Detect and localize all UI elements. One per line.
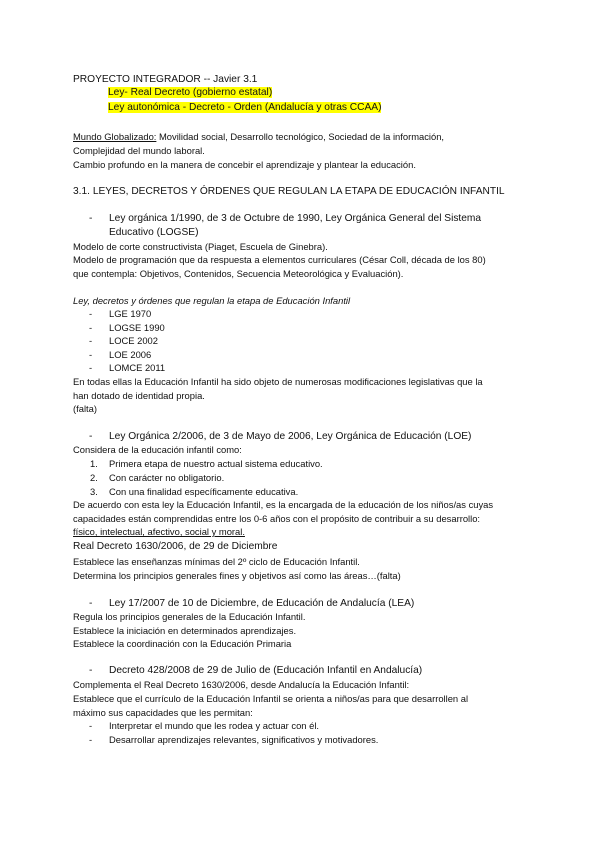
laws-missing-note: (falta) (73, 403, 97, 414)
highlight-line-2 (108, 101, 381, 114)
logse-desc-3: que contempla: Objetivos, Contenidos, Secuencia Meteorológica y Evaluación). (73, 268, 404, 279)
law-item: LOGSE 1990 (109, 322, 165, 333)
loe-paragraph-1: De acuerdo con esta ley la Educación Infantil, es la encargada de la educación de los niños/as cuyas (73, 499, 494, 510)
law-item: LOCE 2002 (109, 335, 158, 346)
logse-title-line-2: Educativo (LOGSE) (109, 227, 199, 238)
decreto-item: Desarrollar aprendizajes relevantes, significativos y motivadores. (109, 734, 379, 745)
lea-line: Establece la iniciación en determinados aprendizajes. (73, 625, 297, 636)
intro-line-1 (73, 130, 444, 143)
loe-numbered-item: Con una finalidad específicamente educativa. (109, 486, 299, 497)
highlight-text-1: Ley- Real Decreto (gobierno estatal) (108, 87, 273, 98)
loe-numbered-item: Primera etapa de nuestro actual sistema educativo. (109, 458, 323, 469)
decreto-item: Interpretar el mundo que les rodea y actuar con él. (109, 720, 320, 731)
law-bullet: - (89, 308, 93, 319)
law-bullet: - (89, 322, 93, 333)
document-title: PROYECTO INTEGRADOR -- Javier 3.1 (73, 74, 258, 85)
laws-list-heading: Ley, decretos y órdenes que regulan la etapa de Educación Infantil (73, 295, 351, 306)
logse-bullet: - (89, 213, 93, 224)
law-bullet: - (89, 335, 93, 346)
section-title: 3.1. LEYES, DECRETOS Y ÓRDENES QUE REGULAN LA ETAPA DE EDUCACIÓN INFANTIL (73, 186, 505, 197)
law-item: LOMCE 2011 (109, 362, 166, 373)
logse-desc-2: Modelo de programación que da respuesta a elementos curriculares (César Coll, década de los 80) (73, 254, 486, 265)
law-item: LGE 1970 (109, 308, 152, 319)
loe-paragraph-3 (73, 525, 245, 538)
real-decreto-line-2: Determina los principios generales fines y objetivos así como las áreas…(falta) (73, 570, 401, 581)
decreto-item-bullet: - (89, 720, 93, 731)
intro-term: Mundo Globalizado: (73, 131, 157, 142)
decreto-title: Decreto 428/2008 de 29 de Julio de (Educación Infantil en Andalucía) (109, 665, 423, 676)
intro-line-2: Complejidad del mundo laboral. (73, 145, 205, 156)
loe-paragraph-2: capacidades están comprendidas entre los 0-6 años con el propósito de contribuir a su desarrollo: (73, 513, 481, 524)
loe-numbered-item: Con carácter no obligatorio. (109, 472, 225, 483)
loe-title: Ley Orgánica 2/2006, de 3 de Mayo de 2006, Ley Orgánica de Educación (LOE) (109, 431, 472, 442)
decreto-line-3: máximo sus capacidades que les permitan: (73, 707, 253, 718)
law-item: LOE 2006 (109, 349, 152, 360)
lea-line: Regula los principios generales de la Educación Infantil. (73, 611, 306, 622)
real-decreto-line-1: Establece las enseñanzas mínimas del 2º ciclo de Educación Infantil. (73, 556, 360, 567)
loe-bullet: - (89, 431, 93, 442)
highlight-text-2: Ley autonómica - Decreto - Orden (Andalucía y otras CCAA) (108, 102, 382, 113)
decreto-bullet: - (89, 665, 93, 676)
loe-considers: Considera de la educación infantil como: (73, 444, 242, 455)
logse-title-line-1: Ley orgánica 1/1990, de 3 de Octubre de 1990, Ley Orgánica General del Sistema (109, 213, 482, 224)
real-decreto-title: Real Decreto 1630/2006, de 29 de Diciembre (73, 541, 278, 552)
law-bullet: - (89, 349, 93, 360)
loe-number: 1. (90, 458, 98, 469)
intro-line-3: Cambio profundo en la manera de concebir el aprendizaje y plantear la educación. (73, 159, 416, 170)
lea-title: Ley 17/2007 de 10 de Diciembre, de Educación de Andalucía (LEA) (109, 598, 415, 609)
laws-note-2: han dotado de identidad propia. (73, 390, 205, 401)
loe-number: 3. (90, 486, 98, 497)
lea-bullet: - (89, 598, 93, 609)
decreto-line-1: Complementa el Real Decreto 1630/2006, desde Andalucía la Educación Infantil: (73, 679, 410, 690)
law-bullet: - (89, 362, 93, 373)
laws-note-1: En todas ellas la Educación Infantil ha sido objeto de numerosas modificaciones legislativas que la (73, 376, 483, 387)
logse-desc-1: Modelo de corte constructivista (Piaget, Escuela de Ginebra). (73, 241, 328, 252)
highlight-line-1 (108, 86, 272, 99)
lea-line: Establece la coordinación con la Educación Primaria (73, 638, 292, 649)
decreto-line-2: Establece que el currículo de la Educación Infantil se orienta a niños/as para que desarrollen al (73, 693, 469, 704)
decreto-item-bullet: - (89, 734, 93, 745)
intro-line-1-rest: Movilidad social, Desarrollo tecnológico, Sociedad de la información, (156, 131, 445, 142)
loe-development-areas: físico, intelectual, afectivo, social y moral. (73, 526, 245, 537)
loe-number: 2. (90, 472, 98, 483)
